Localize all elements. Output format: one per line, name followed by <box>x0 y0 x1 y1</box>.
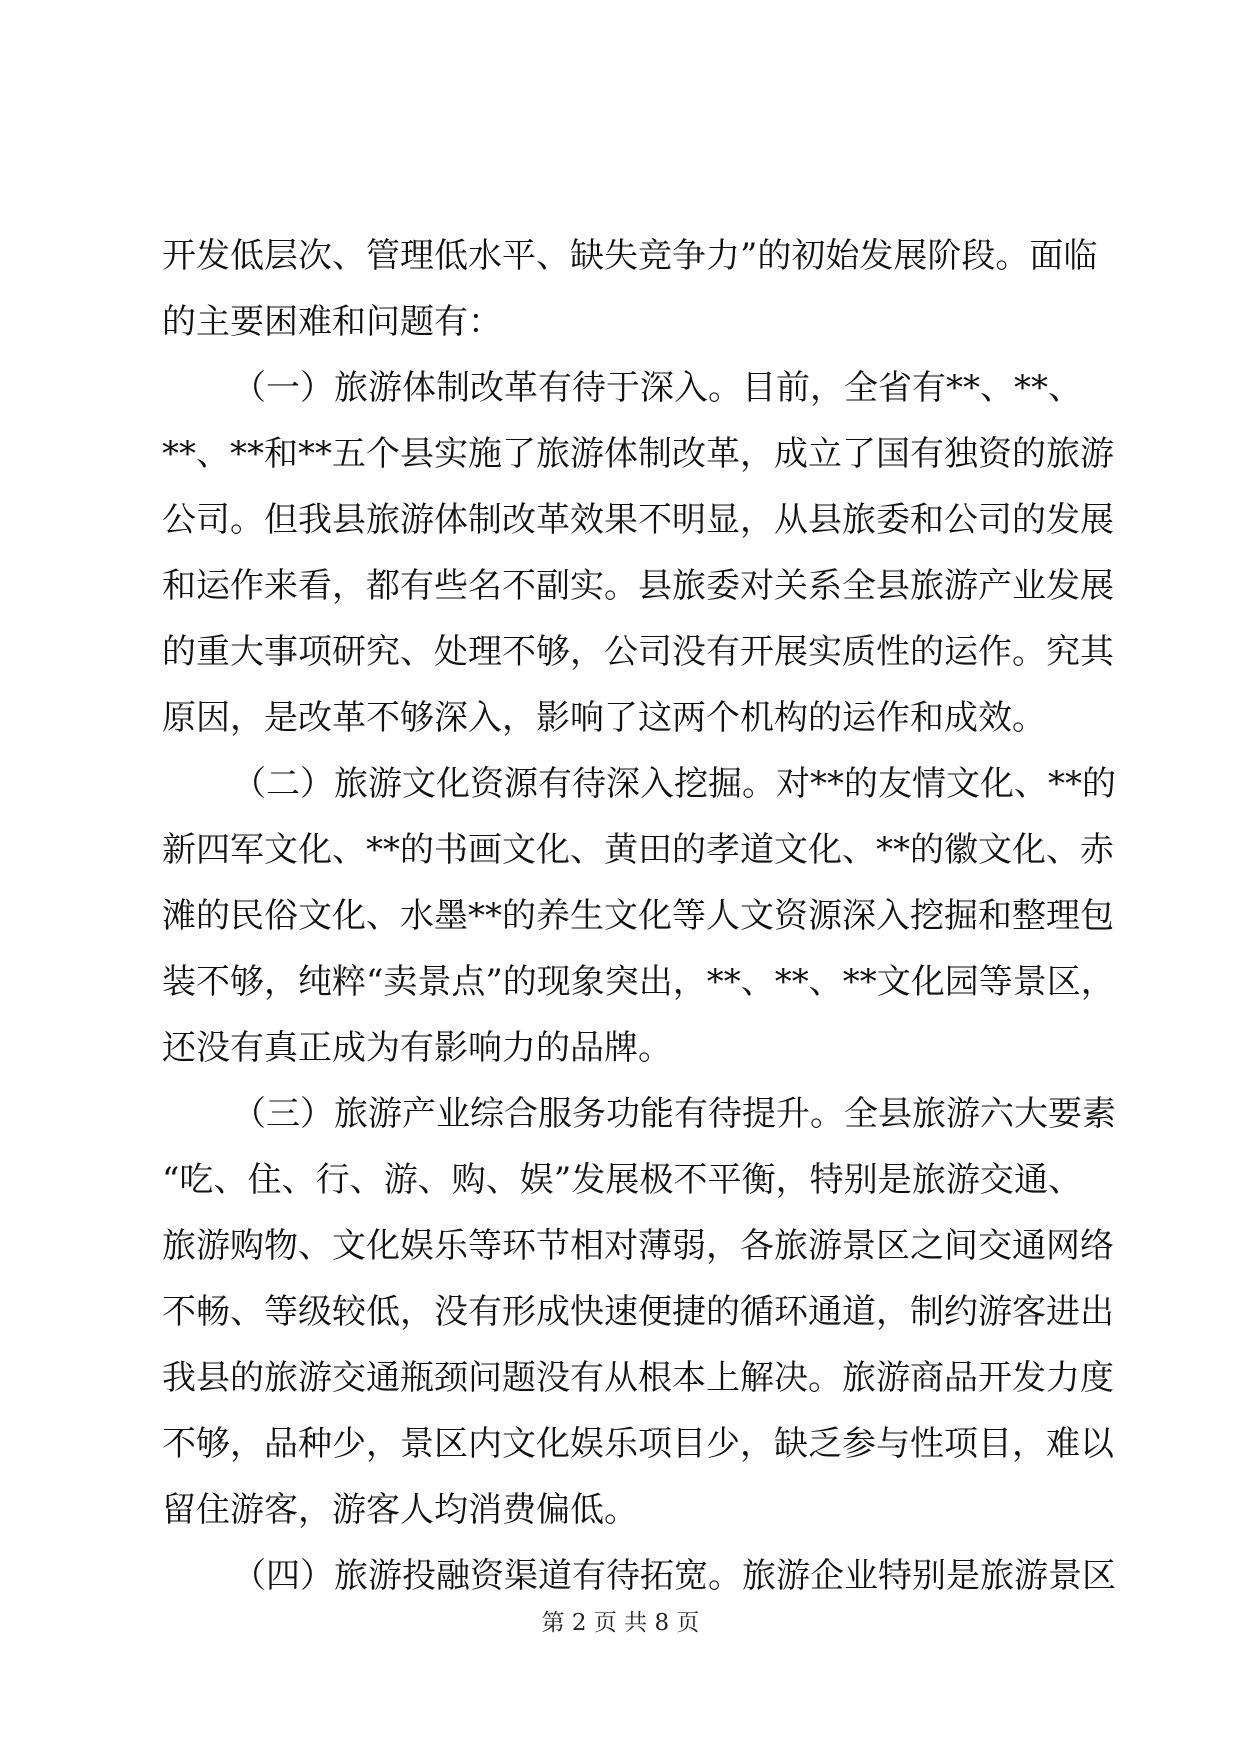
text-line: 不畅、等级较低，没有形成快速便捷的循环通道，制约游客进出 <box>162 1292 1114 1332</box>
text-line: “吃、住、行、游、购、娱”发展极不平衡，特别是旅游交通、 <box>162 1160 1082 1200</box>
text-line: 开发低层次、管理低水平、缺失竞争力”的初始发展阶段。面临 <box>162 236 1098 276</box>
body-text <box>162 223 1116 1609</box>
paragraph-heading-line: （四）旅游投融资渠道有待拓宽。旅游企业特别是旅游景区 <box>232 1556 1116 1596</box>
text-line: 旅游购物、文化娱乐等环节相对薄弱，各旅游景区之间交通网络 <box>162 1226 1114 1266</box>
text-line: 公司。但我县旅游体制改革效果不明显，从县旅委和公司的发展 <box>162 500 1114 540</box>
text-line: 我县的旅游交通瓶颈问题没有从根本上解决。旅游商品开发力度 <box>162 1358 1114 1398</box>
text-line: 的重大事项研究、处理不够，公司没有开展实质性的运作。究其 <box>162 632 1114 672</box>
text-line: 的主要困难和问题有： <box>162 302 502 342</box>
paragraph-heading-line: （一）旅游体制改革有待于深入。目前，全省有**、**、 <box>232 368 1082 408</box>
text-line: 和运作来看，都有些名不副实。县旅委对关系全县旅游产业发展 <box>162 566 1114 606</box>
paragraph-heading-line: （二）旅游文化资源有待深入挖掘。对**的友情文化、**的 <box>232 764 1116 804</box>
text-line: 不够，品种少，景区内文化娱乐项目少，缺乏参与性项目，难以 <box>162 1424 1114 1464</box>
text-line: 新四军文化、**的书画文化、黄田的孝道文化、**的徽文化、赤 <box>162 830 1114 870</box>
paragraph-heading-line: （三）旅游产业综合服务功能有待提升。全县旅游六大要素 <box>232 1094 1116 1134</box>
page-footer: 第 2 页 共 8 页 <box>541 1610 700 1636</box>
text-line: **、**和**五个县实施了旅游体制改革，成立了国有独资的旅游 <box>162 434 1114 474</box>
text-line: 装不够，纯粹“卖景点”的现象突出，**、**、**文化园等景区， <box>162 962 1115 1002</box>
text-line: 还没有真正成为有影响力的品牌。 <box>162 1028 672 1068</box>
text-line: 留住游客，游客人均消费偏低。 <box>162 1490 638 1530</box>
text-line: 滩的民俗文化、水墨**的养生文化等人文资源深入挖掘和整理包 <box>162 896 1114 936</box>
text-line: 原因，是改革不够深入，影响了这两个机构的运作和成效。 <box>162 698 1046 738</box>
